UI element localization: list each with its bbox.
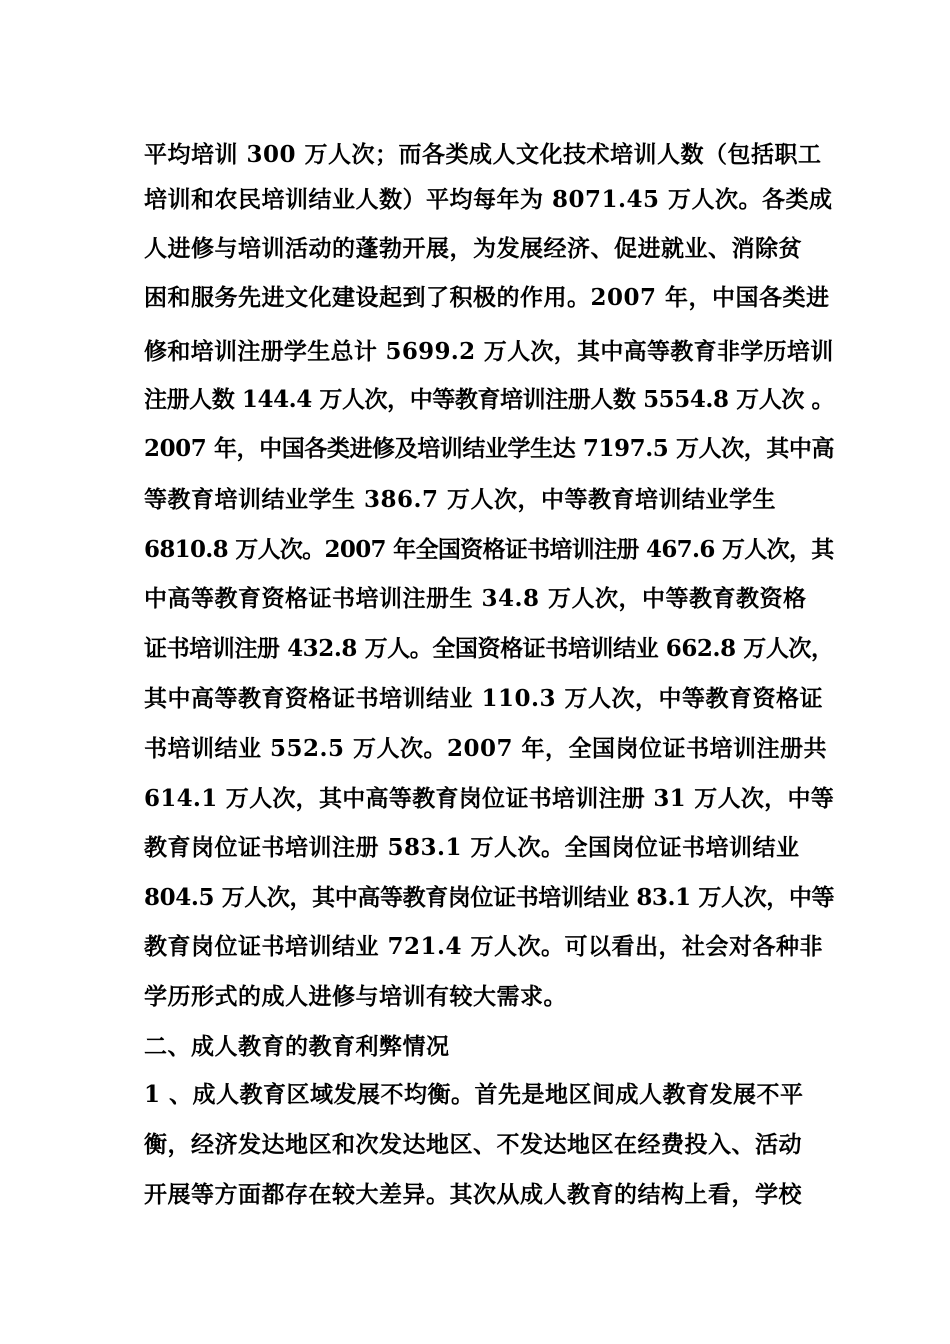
text-line: 证书培训注册 432.8 万人。全国资格证书培训结业 662.8 万人次， [144, 635, 834, 662]
text-line: 6810.8 万人次。2007 年全国资格证书培训注册 467.6 万人次，其 [144, 536, 834, 563]
text-line: 平均培训 300 万人次；而各类成人文化技术培训人数（包括职工 [144, 141, 822, 168]
text-line: 困和服务先进文化建设起到了积极的作用。2007 年，中国各类进 [144, 284, 830, 311]
text-line: 2007 年，中国各类进修及培训结业学生达 7197.5 万人次，其中高 [144, 435, 835, 462]
text-line: 614.1 万人次，其中高等教育岗位证书培训注册 31 万人次，中等 [144, 785, 835, 812]
text-line: 开展等方面都存在较大差异。其次从成人教育的结构上看，学校 [144, 1181, 802, 1208]
text-line: 其中高等教育资格证书培训结业 110.3 万人次，中等教育资格证 [144, 685, 824, 712]
text-line: 等教育培训结业学生 386.7 万人次，中等教育培训结业学生 [144, 486, 777, 513]
text-line: 人进修与培训活动的蓬勃开展，为发展经济、促进就业、消除贫 [144, 235, 802, 262]
text-line: 1 、成人教育区域发展不均衡。首先是地区间成人教育发展不平 [144, 1081, 804, 1108]
text-line: 修和培训注册学生总计 5699.2 万人次，其中高等教育非学历培训 [144, 338, 834, 365]
section-heading: 二、成人教育的教育利弊情况 [144, 1033, 450, 1060]
text-line: 中高等教育资格证书培训注册生 34.8 万人次，中等教育教资格 [144, 585, 807, 612]
text-line: 教育岗位证书培训注册 583.1 万人次。全国岗位证书培训结业 [144, 834, 800, 861]
text-line: 学历形式的成人进修与培训有较大需求。 [144, 983, 567, 1010]
text-line: 804.5 万人次，其中高等教育岗位证书培训结业 83.1 万人次，中等 [144, 884, 835, 911]
text-line: 教育岗位证书培训结业 721.4 万人次。可以看出，社会对各种非 [144, 933, 824, 960]
text-line: 注册人数 144.4 万人次，中等教育培训注册人数 5554.8 万人次 。 [144, 386, 835, 413]
text-line: 培训和农民培训结业人数）平均每年为 8071.45 万人次。各类成 [144, 186, 833, 213]
text-line: 书培训结业 552.5 万人次。2007 年，全国岗位证书培训注册共 [144, 735, 828, 762]
text-line: 衡，经济发达地区和次发达地区、不发达地区在经费投入、活动 [144, 1131, 802, 1158]
